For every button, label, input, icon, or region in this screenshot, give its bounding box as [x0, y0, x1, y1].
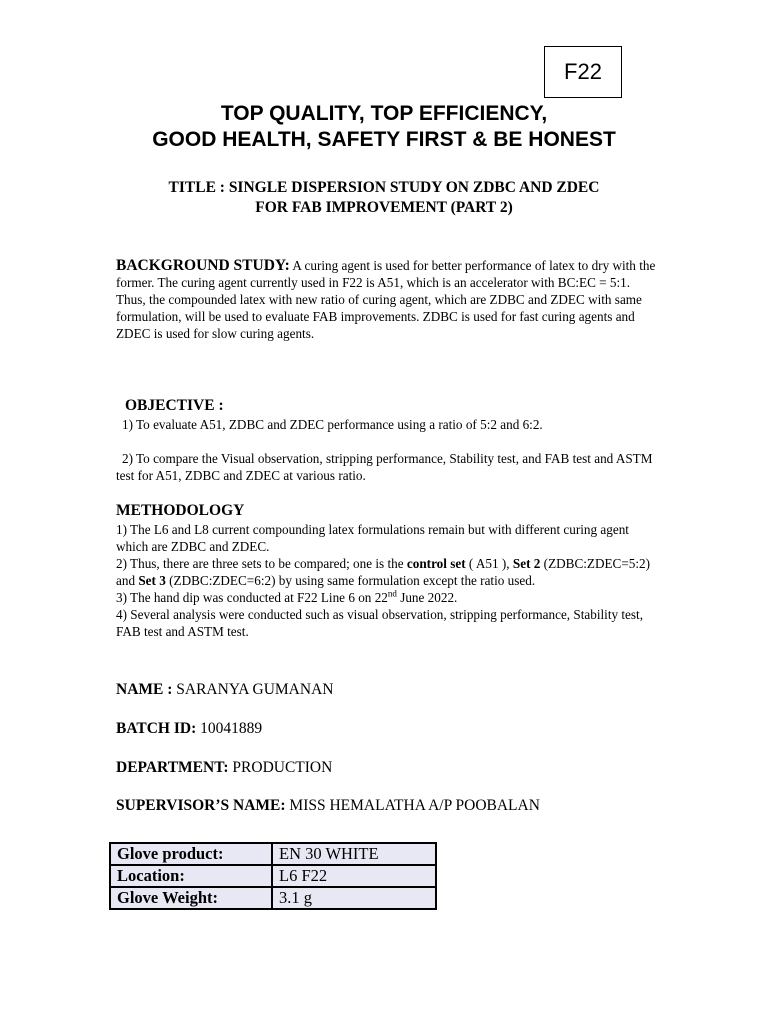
- company-motto: [0, 101, 768, 153]
- table-row: [110, 865, 436, 887]
- background-section: [116, 257, 656, 342]
- factory-tag-box: [544, 46, 622, 98]
- methodology-item-3: [116, 589, 661, 606]
- table-cell-label: Location:: [110, 865, 272, 887]
- methodology-item-4: 4) Several analysis were conducted such as visual observation, stripping performance, Stability test, FAB test and ASTM test.: [116, 607, 643, 639]
- objective-item-1: 1) To evaluate A51, ZDBC and ZDEC performance using a ratio of 5:2 and 6:2.: [122, 417, 543, 432]
- department-label: DEPARTMENT:: [116, 759, 229, 776]
- table-cell-value: 3.1 g: [272, 887, 436, 909]
- motto-line-1: TOP QUALITY, TOP EFFICIENCY,: [220, 102, 548, 125]
- title-line-2: FOR FAB IMPROVEMENT (PART 2): [255, 199, 513, 216]
- supervisor-field: [116, 797, 540, 815]
- methodology-item-2-text-a: 2) Thus, there are three sets to be compared; one is the: [116, 556, 407, 571]
- methodology-item-2-text-g: (ZDBC:ZDEC=6:2) by using same formulation except the ratio used.: [165, 573, 536, 588]
- table-cell-label: Glove product:: [110, 843, 272, 865]
- methodology-item-3-text-b: June 2022.: [396, 590, 458, 605]
- table-cell-label: Glove Weight:: [110, 887, 272, 909]
- table-cell-value: EN 30 WHITE: [272, 843, 436, 865]
- methodology-item-1: 1) The L6 and L8 current compounding latex formulations remain but with different curing agent which are ZDBC and ZDEC.: [116, 522, 629, 554]
- background-text: A curing agent is used for better performance of latex to dry with the former. The curing agent currently used in F22 is A51, which is an accelerator with BC:EC = 5:1. Thus, the compounded latex with new ratio of curing agent, which are ZDBC and ZDEC with same formulation, will be used to evaluate FAB improvements. ZDBC is used for fast curing agents and ZDEC is used for slow curing agents.: [116, 258, 656, 341]
- batch-id-value: 10041889: [196, 720, 263, 737]
- department-field: [116, 759, 332, 777]
- name-label: NAME :: [116, 681, 173, 698]
- table-row: [110, 887, 436, 909]
- factory-tag: F22: [564, 59, 602, 84]
- background-heading: BACKGROUND STUDY:: [116, 257, 290, 274]
- motto-line-2: GOOD HEALTH, SAFETY FIRST & BE HONEST: [152, 128, 616, 151]
- name-value: SARANYA GUMANAN: [172, 681, 334, 698]
- methodology-item-2-text-c: ( A51 ),: [465, 556, 513, 571]
- methodology-section: [116, 521, 661, 640]
- department-value: PRODUCTION: [228, 759, 333, 776]
- objective-item-2: 2) To compare the Visual observation, stripping performance, Stability test, and FAB test and ASTM test for A51, ZDBC and ZDEC at various ratio.: [116, 451, 653, 483]
- title-line-1: TITLE : SINGLE DISPERSION STUDY ON ZDBC AND ZDEC: [168, 179, 600, 196]
- ordinal-suffix: nd: [387, 588, 397, 599]
- methodology-item-3-text-a: 3) The hand dip was conducted at F22 Line 6 on 22: [116, 590, 388, 605]
- objective-heading: OBJECTIVE :: [125, 397, 224, 414]
- batch-id-field: [116, 720, 262, 738]
- methodology-item-2: [116, 555, 661, 589]
- supervisor-value: MISS HEMALATHA A/P POOBALAN: [285, 797, 540, 814]
- table-row: [110, 843, 436, 865]
- set-3-label: Set 3: [138, 573, 166, 588]
- control-set-label: control set: [406, 556, 466, 571]
- batch-id-label: BATCH ID:: [116, 720, 197, 737]
- table-cell-value: L6 F22: [272, 865, 436, 887]
- glove-info-table: [109, 842, 437, 910]
- methodology-heading: METHODOLOGY: [116, 502, 245, 519]
- name-field: [116, 681, 333, 699]
- methodology-item-2-text-e: (ZDBC:ZDEC=5:2) and: [116, 556, 651, 588]
- set-2-label: Set 2: [512, 556, 541, 571]
- supervisor-label: SUPERVISOR’S NAME:: [116, 797, 286, 814]
- document-title: [0, 178, 768, 218]
